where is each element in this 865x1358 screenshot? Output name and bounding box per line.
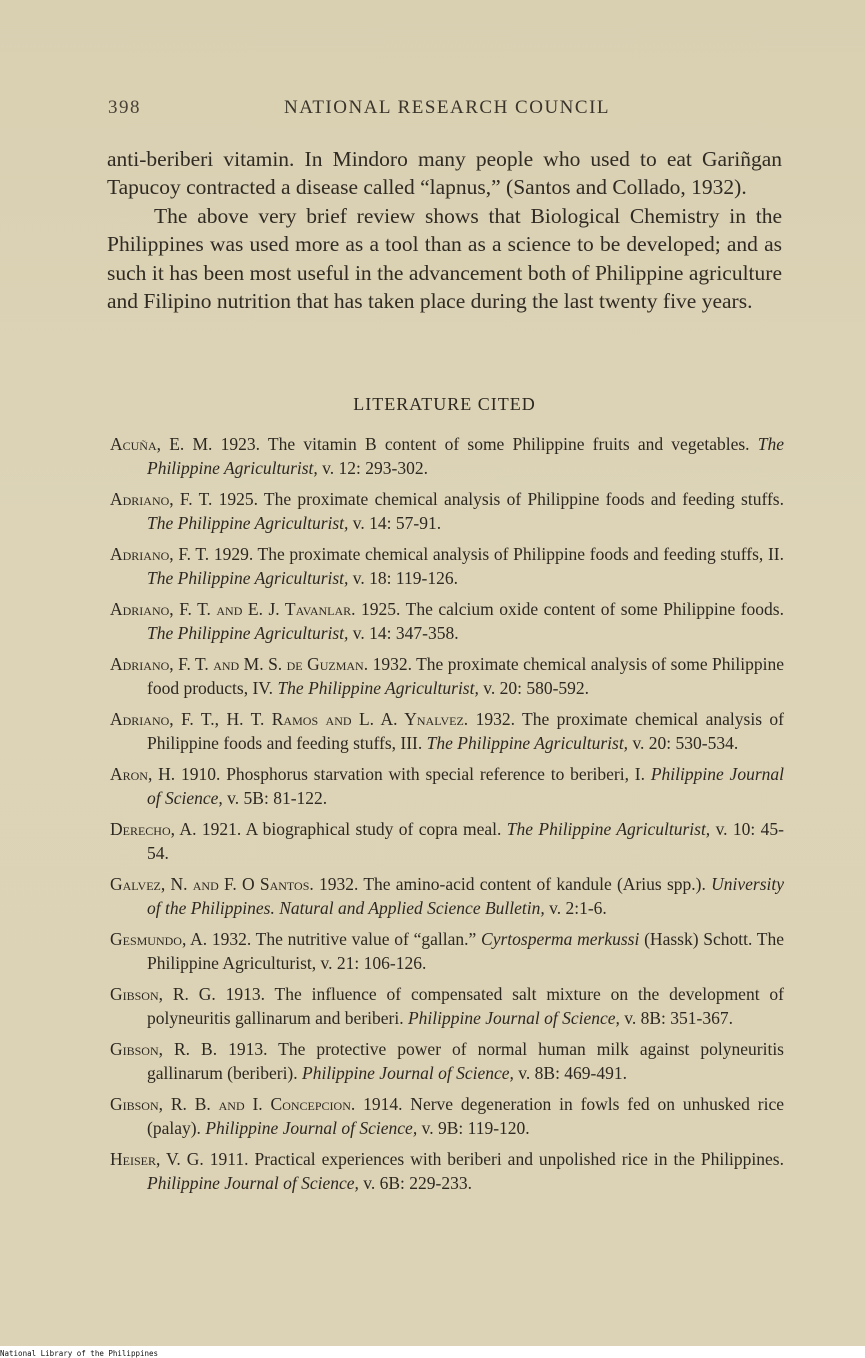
reference-journal: Cyrtosperma merkussi — [481, 929, 640, 949]
reference-text: 1910. Phosphorus starvation with special reference to beriberi, I. — [175, 764, 651, 784]
section-heading: LITERATURE CITED — [353, 394, 536, 414]
reference-journal: The Philippine Agriculturist, — [147, 622, 349, 643]
reference-text: 1925. The proximate chemical analysis of Philippine foods and feeding stuffs. — [212, 489, 784, 509]
reference-text: 1925. The calcium oxide content of some Philippine foods. — [355, 599, 784, 619]
reference-volume: v. 12: 293-302. — [317, 457, 428, 478]
reference-list — [110, 433, 784, 1203]
reference-item — [110, 763, 784, 810]
reference-volume: v. 14: 347-358. — [348, 622, 459, 643]
reference-volume: v. 8B: 351-367. — [619, 1007, 733, 1028]
reference-author: Galvez, N. and F. O Santos. — [110, 874, 314, 894]
reference-journal: The Philippine Agriculturist, — [426, 732, 629, 753]
reference-author: Gibson, R. G. — [110, 984, 216, 1004]
reference-author: Gibson, R. B. — [110, 1039, 218, 1059]
reference-author: Adriano, F. T. — [110, 544, 210, 564]
reference-author: Gibson, R. B. and I. Concepcion. — [110, 1094, 356, 1114]
reference-item — [110, 818, 784, 865]
reference-item — [110, 928, 784, 975]
page-number: 398 — [108, 97, 141, 118]
reference-author: Adriano, F. T., H. T. Ramos and L. A. Ynalvez. — [110, 709, 469, 729]
reference-volume: v. 8B: 469-491. — [513, 1062, 628, 1083]
reference-volume: v. 20: 580-592. — [478, 677, 590, 698]
reference-volume: v. 18: 119-126. — [348, 567, 458, 588]
paragraph: anti-beriberi vitamin. In Mindoro many people who used to eat Gariñgan Tapucoy contracted a disease called “lapnus,” (Santos and Collado, 1932). — [107, 147, 782, 200]
reference-author: Heiser, V. G. — [110, 1149, 204, 1169]
reference-item — [110, 1148, 784, 1195]
reference-author: Adriano, F. T. — [110, 489, 213, 509]
reference-author: Aron, H. — [110, 764, 176, 784]
footer-credit: National Library of the Philippines — [0, 1349, 159, 1358]
reference-text: 1913. The protective power of normal human milk against polyneuritis gallinarum (beriberi). — [147, 1039, 784, 1083]
reference-item — [110, 983, 784, 1030]
reference-journal: Philippine Journal of Science, — [147, 1172, 359, 1193]
reference-text: 1911. Practical experiences with beriberi and unpolished rice in the Philippines. — [203, 1149, 784, 1169]
reference-volume: v. 5B: 81-122. — [222, 787, 328, 808]
reference-text: 1921. A biographical study of copra meal. — [196, 819, 507, 839]
reference-author: Acuña, E. M. — [110, 434, 213, 454]
reference-journal: The Philippine Agriculturist, — [277, 677, 479, 698]
reference-volume: v. 10: 45-54. — [147, 819, 784, 863]
reference-journal: The Philippine Agriculturist, — [506, 819, 711, 839]
reference-volume: v. 9B: 119-120. — [417, 1117, 530, 1138]
reference-journal: Philippine Journal of Science, — [205, 1117, 418, 1138]
reference-item — [110, 653, 784, 700]
reference-item — [110, 1038, 784, 1085]
reference-text: 1913. The influence of compensated salt mixture on the development of polyneuritis gallinarum and beriberi. — [147, 984, 784, 1028]
reference-journal: Philippine Journal of Science, — [147, 764, 784, 808]
reference-journal: The Philippine Agriculturist, — [147, 567, 349, 588]
reference-author: Derecho, A. — [110, 819, 197, 839]
reference-journal: The Philippine Agriculturist, — [147, 512, 349, 533]
reference-item — [110, 543, 784, 590]
reference-journal: The Philippine Agriculturist, — [147, 434, 784, 478]
reference-text: 1923. The vitamin B content of some Philippine fruits and vegetables. — [212, 434, 758, 454]
reference-text: 1932. The proximate chemical analysis of some Philippine food products, IV. — [147, 654, 784, 698]
body-text — [107, 145, 782, 315]
reference-text: 1932. The amino-acid content of kandule (Arius spp.). — [313, 874, 712, 894]
reference-item — [110, 1093, 784, 1140]
reference-volume: v. 6B: 229-233. — [358, 1172, 472, 1193]
reference-text: 1932. The nutritive value of “gallan.” — [207, 929, 482, 949]
reference-journal: Philippine Journal of Science, — [302, 1062, 514, 1083]
reference-item — [110, 433, 784, 480]
reference-item — [110, 708, 784, 755]
reference-item — [110, 488, 784, 535]
reference-volume: (Hassk) Schott. The Philippine Agriculturist, v. 21: 106-126. — [147, 929, 784, 973]
reference-item — [110, 598, 784, 645]
reference-journal: University of the Philippines. Natural and Applied Science Bulletin, — [147, 874, 784, 918]
reference-text: 1914. Nerve degeneration in fowls fed on unhusked rice (palay). — [147, 1094, 784, 1138]
paragraph: The above very brief review shows that Biological Chemistry in the Philippines was used more as a tool than as a science to be developed; and as such it has been most useful in the advancement both of Philippine agriculture and Filipino nutrition that has taken place during the last twenty five years. — [107, 203, 782, 314]
reference-item — [110, 873, 784, 920]
reference-volume: v. 2:1-6. — [544, 897, 607, 918]
reference-author: Adriano, F. T. and M. S. de Guzman. — [110, 654, 369, 674]
reference-journal: Philippine Journal of Science, — [407, 1007, 620, 1028]
reference-author: Adriano, F. T. and E. J. Tavanlar. — [110, 599, 356, 619]
reference-text: 1929. The proximate chemical analysis of Philippine foods and feeding stuffs, II. — [209, 544, 784, 564]
reference-volume: v. 14: 57-91. — [348, 512, 442, 533]
reference-text: 1932. The proximate chemical analysis of Philippine foods and feeding stuffs, III. — [147, 709, 784, 753]
page-title: NATIONAL RESEARCH COUNCIL — [283, 97, 611, 118]
reference-volume: v. 20: 530-534. — [628, 732, 739, 753]
reference-author: Gesmundo, A. — [110, 929, 208, 949]
